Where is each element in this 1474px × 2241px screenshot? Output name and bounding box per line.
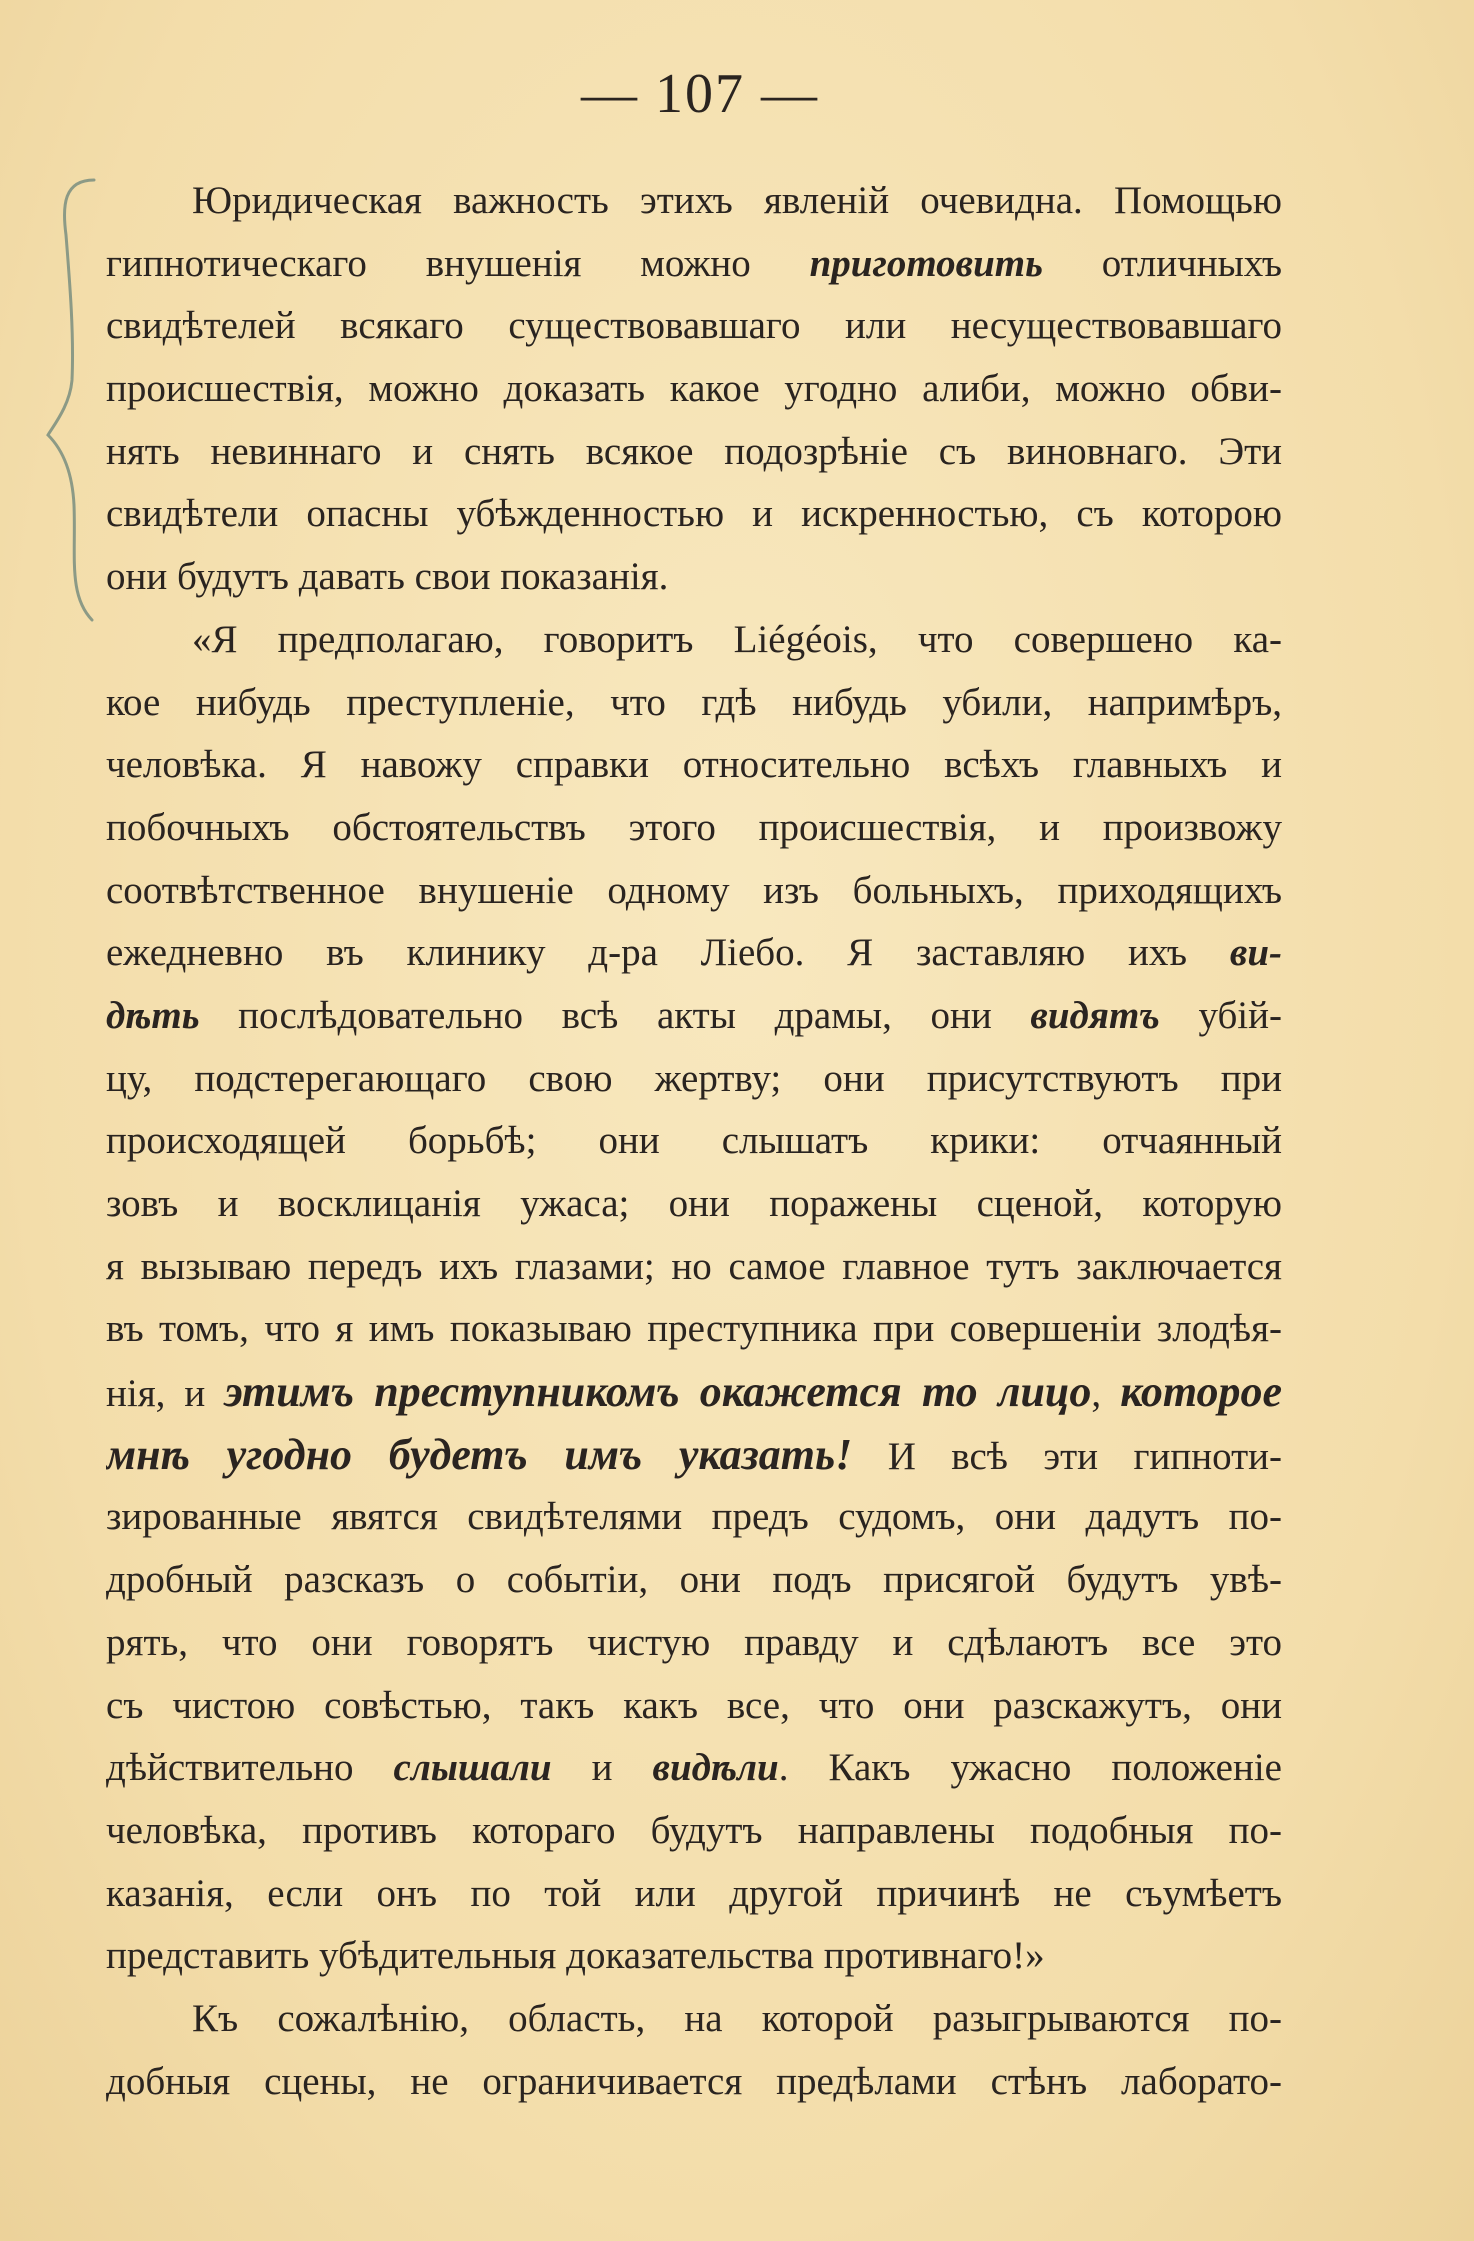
italic-emphasis: видятъ xyxy=(1030,993,1160,1037)
text-run: представить убѣдительныя доказательства противнаго!» xyxy=(106,1934,1045,1978)
text-run: происшествія, можно доказать какое угодно алиби, можно обви- xyxy=(106,367,1282,411)
text-line xyxy=(106,1173,1282,1236)
text-line xyxy=(106,860,1282,923)
text-line xyxy=(106,922,1282,985)
text-line xyxy=(106,421,1282,484)
text-run: «Я предполагаю, говоритъ Liégéois, что совершено ка- xyxy=(192,617,1282,661)
text-line xyxy=(106,1361,1282,1424)
text-line xyxy=(106,233,1282,296)
text-line xyxy=(106,1612,1282,1675)
text-run: казанія, если онъ по той или другой причинѣ не съумѣетъ xyxy=(106,1871,1282,1915)
text-run: зовъ и восклицанія ужаса; они поражены сценой, которую xyxy=(106,1182,1282,1225)
text-run: нія, и xyxy=(106,1372,225,1416)
text-run: дробный разсказъ о событіи, они подъ присягой будутъ увѣ- xyxy=(106,1558,1282,1602)
text-line xyxy=(106,1298,1282,1361)
text-run: кое нибудь преступленіе, что гдѣ нибудь убили, напримѣръ, xyxy=(106,680,1282,724)
text-run: цу, подстерегающаго свою жертву; они присутствуютъ при xyxy=(106,1056,1282,1100)
text-run: Къ сожалѣнію, область, на которой разыгрываются по- xyxy=(192,1996,1282,2040)
italic-emphasis: видѣли xyxy=(652,1746,779,1790)
text-run: они будутъ давать свои показанія. xyxy=(106,555,669,599)
italic-emphasis: приготовить xyxy=(809,241,1043,285)
text-line xyxy=(106,609,1282,672)
text-run: зированные явятся свидѣтелями предъ судомъ, они дадутъ по- xyxy=(106,1495,1282,1539)
text-run: И всѣ эти гипноти- xyxy=(852,1434,1282,1478)
text-run: свидѣтели опасны убѣжденностью и искренностью, съ которою xyxy=(106,492,1282,536)
text-run: нять невиннаго и снять всякое подозрѣніе съ виновнаго. Эти xyxy=(106,429,1282,473)
italic-emphasis: ви- xyxy=(1229,931,1282,975)
text-line xyxy=(106,358,1282,421)
text-line xyxy=(106,1424,1282,1487)
text-line xyxy=(106,295,1282,358)
text-line xyxy=(106,1236,1282,1299)
text-line xyxy=(106,1110,1282,1173)
text-run: человѣка, противъ котораго будутъ направлены подобныя по- xyxy=(106,1808,1282,1852)
text-run: послѣдовательно всѣ акты драмы, они xyxy=(199,993,1031,1037)
text-line xyxy=(106,1048,1282,1111)
text-run: побочныхъ обстоятельствъ этого происшествія, и произвожу xyxy=(106,805,1282,849)
italic-emphasis: дѣть xyxy=(106,993,200,1037)
text-line xyxy=(106,483,1282,546)
text-run: ежедневно въ клинику д-ра Ліебо. Я заставляю ихъ xyxy=(106,931,1230,975)
text-run: я вызываю передъ ихъ глазами; но самое главное тутъ заключается xyxy=(106,1244,1282,1288)
text-run: отличныхъ xyxy=(1042,241,1282,285)
text-run: рять, что они говорятъ чистую правду и сдѣлаютъ все это xyxy=(106,1620,1282,1664)
page-number: — 107 — xyxy=(581,63,819,125)
text-run: добныя сцены, не ограничивается предѣлами стѣнъ лаборато- xyxy=(106,2059,1282,2103)
text-run: соотвѣтственное внушеніе одному изъ больныхъ, приходящихъ xyxy=(106,868,1282,912)
text-line xyxy=(106,1737,1282,1800)
text-run: въ томъ, что я имъ показываю преступника при совершеніи злодѣя- xyxy=(106,1307,1282,1351)
italic-emphasis: которое xyxy=(1120,1367,1282,1417)
text-line xyxy=(106,672,1282,735)
text-line xyxy=(106,985,1282,1048)
text-line xyxy=(106,1675,1282,1738)
text-line xyxy=(106,797,1282,860)
text-line xyxy=(106,1486,1282,1549)
text-run: убій- xyxy=(1159,993,1282,1037)
text-run: . Какъ ужасно положеніе xyxy=(778,1746,1282,1790)
text-run: происходящей борьбѣ; они слышатъ крики: отчаянный xyxy=(106,1119,1282,1163)
text-run: и xyxy=(551,1746,653,1790)
text-line xyxy=(106,1925,1282,1988)
text-line xyxy=(106,734,1282,797)
italic-emphasis: мнѣ угодно будетъ имъ указать! xyxy=(106,1429,853,1479)
text-line xyxy=(106,1800,1282,1863)
text-line xyxy=(106,1863,1282,1926)
text-run: свидѣтелей всякаго существовавшаго или несуществовавшаго xyxy=(106,304,1282,348)
text-line xyxy=(106,1549,1282,1612)
pencil-bracket-mark xyxy=(44,175,104,630)
text-line xyxy=(106,1988,1282,2051)
italic-emphasis: слышали xyxy=(393,1746,552,1790)
text-line xyxy=(106,2051,1282,2114)
text-run: Юридическая важность этихъ явленій очевидна. Помощью xyxy=(192,179,1282,222)
text-run: гипнотическаго внушенія можно xyxy=(106,241,810,285)
body-text xyxy=(106,170,1282,2113)
text-run: дѣйствительно xyxy=(106,1746,394,1790)
text-line xyxy=(106,546,1282,609)
text-run: съ чистою совѣстью, такъ какъ все, что они разскажутъ, они xyxy=(106,1683,1282,1727)
italic-emphasis: этимъ преступникомъ окажется то лицо xyxy=(224,1367,1092,1417)
text-run: человѣка. Я навожу справки относительно всѣхъ главныхъ и xyxy=(106,743,1282,787)
text-run: , xyxy=(1091,1372,1121,1416)
text-line xyxy=(106,170,1282,233)
